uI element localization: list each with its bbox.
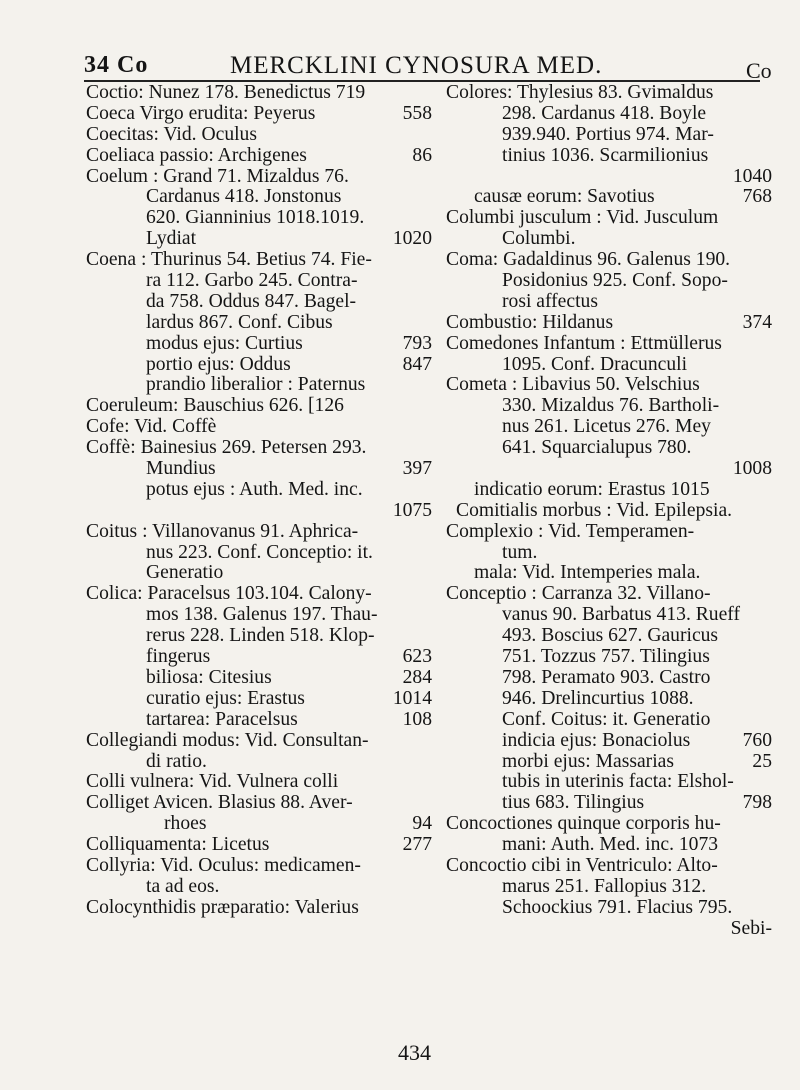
index-entry: [446, 167, 772, 188]
page-number-header: 34 Co: [84, 52, 149, 78]
entry-text: fingerus: [146, 646, 211, 668]
index-entry: [86, 146, 432, 167]
index-entry: [86, 417, 432, 438]
entry-text: Combustio: Hildanus: [446, 311, 614, 333]
index-entry: [446, 668, 772, 689]
index-entry: [86, 772, 432, 793]
entry-text: Colliget Avicen. Blasius 88. Aver-: [86, 792, 353, 814]
index-entry: [86, 459, 432, 480]
entry-text: Colocynthidis præparatio: Valerius: [86, 896, 359, 918]
entry-page-number: 1040: [732, 165, 772, 187]
entry-text: Collyria: Vid. Oculus: medicamen-: [86, 854, 361, 876]
entry-text: causæ eorum: Savotius: [474, 186, 655, 208]
entry-text: Cofe: Vid. Coffè: [86, 416, 217, 438]
entry-text: Collegiandi modus: Vid. Consultan-: [86, 729, 369, 751]
entry-text: ra 112. Garbo 245. Contra-: [146, 270, 358, 292]
index-entry: [86, 710, 432, 731]
entry-text: Conf. Coitus: it. Generatio: [502, 708, 711, 730]
entry-text: mala: Vid. Intemperies mala.: [474, 562, 701, 584]
index-entry: [446, 104, 772, 125]
index-entry: [86, 104, 432, 125]
entry-text: 641. Squarcialupus 780.: [502, 437, 692, 459]
index-entry: [446, 146, 772, 167]
right-index-column: [446, 83, 772, 940]
entry-text: prandio liberalior : Paternus: [146, 374, 366, 396]
entry-text: tum.: [502, 541, 538, 563]
index-entry: [446, 584, 772, 605]
entry-page-number: 798: [742, 792, 772, 814]
index-entry: [86, 835, 432, 856]
entry-text: Comedones Infantum : Ettmüllerus: [446, 332, 722, 354]
index-entry: [86, 355, 432, 376]
index-entry: [86, 396, 432, 417]
index-entry: [446, 522, 772, 543]
entry-text: potus ejus : Auth. Med. inc.: [146, 478, 363, 500]
index-entry: [446, 125, 772, 146]
entry-text: Colliquamenta: Licetus: [86, 834, 270, 856]
index-entry: [446, 793, 772, 814]
entry-text: Columbi.: [502, 228, 576, 250]
index-entry: [86, 647, 432, 668]
entry-text: Cardanus 418. Jonstonus: [146, 186, 342, 208]
index-entry: [446, 543, 772, 564]
index-entry: [446, 292, 772, 313]
index-entry: [446, 835, 772, 856]
entry-text: morbi ejus: Massarias: [502, 750, 674, 772]
entry-text: nus 223. Conf. Conceptio: it.: [146, 541, 373, 563]
entry-text: 298. Cardanus 418. Boyle: [502, 102, 707, 124]
index-entry: [86, 584, 432, 605]
entry-text: Coena : Thurinus 54. Betius 74. Fie-: [86, 249, 372, 271]
index-entry: [86, 313, 432, 334]
index-entry: [446, 396, 772, 417]
entry-page-number: 374: [742, 311, 772, 333]
index-entry: [86, 271, 432, 292]
index-entry: [86, 83, 432, 104]
index-entry: [86, 438, 432, 459]
entry-text: nus 261. Licetus 276. Mey: [502, 416, 711, 438]
index-entry: [86, 229, 432, 250]
entry-text: Comitialis morbus : Vid. Epilepsia.: [456, 499, 733, 521]
entry-page-number: 623: [402, 646, 432, 668]
entry-text: Columbi jusculum : Vid. Jusculum: [446, 207, 719, 229]
entry-page-number: 847: [402, 353, 432, 375]
catchword-header: Co: [746, 58, 772, 83]
entry-text: Conceptio : Carranza 32. Villano-: [446, 583, 711, 605]
index-entry: [446, 480, 772, 501]
index-entry: [86, 814, 432, 835]
entry-page-number: 1008: [732, 458, 772, 480]
entry-text: rhoes: [164, 813, 207, 835]
index-entry: [446, 814, 772, 835]
entry-text: biliosa: Citesius: [146, 666, 272, 688]
entry-text: Mundius: [146, 458, 216, 480]
entry-page-number: 277: [402, 834, 432, 856]
entry-text: curatio ejus: Erastus: [146, 687, 305, 709]
entry-text: Cometa : Libavius 50. Velschius: [446, 374, 700, 396]
index-entry: [86, 605, 432, 626]
index-entry: [446, 501, 772, 522]
index-entry: [86, 250, 432, 271]
index-entry: [446, 438, 772, 459]
entry-page-number: 768: [742, 186, 772, 208]
entry-text: modus ejus: Curtius: [146, 332, 303, 354]
entry-text: lardus 867. Conf. Cibus: [146, 311, 333, 333]
index-entry: [86, 543, 432, 564]
entry-text: Coma: Gadaldinus 96. Galenus 190.: [446, 249, 731, 271]
index-entry: [86, 793, 432, 814]
index-entry: [446, 563, 772, 584]
entry-text: 798. Peramato 903. Castro: [502, 666, 711, 688]
entry-text: Coelum : Grand 71. Mizaldus 76.: [86, 165, 349, 187]
entry-text: di ratio.: [146, 750, 207, 772]
left-index-column: [86, 83, 432, 919]
index-entry: [86, 689, 432, 710]
index-entry: [446, 772, 772, 793]
entry-text: Concoctiones quinque corporis hu-: [446, 813, 721, 835]
index-entry: [446, 83, 772, 104]
entry-text: Coeliaca passio: Archigenes: [86, 144, 307, 166]
entry-text: rosi affectus: [502, 290, 598, 312]
index-entry: [86, 877, 432, 898]
entry-text: 620. Gianninius 1018.1019.: [146, 207, 365, 229]
index-entry: [446, 334, 772, 355]
index-entry: [446, 417, 772, 438]
entry-page-number: 760: [742, 729, 772, 751]
entry-page-number: 793: [402, 332, 432, 354]
entry-text: 939.940. Portius 974. Mar-: [502, 123, 714, 145]
entry-text: indicatio eorum: Erastus 1015: [474, 478, 710, 500]
entry-page-number: 397: [402, 458, 432, 480]
entry-page-number: 25: [752, 750, 772, 772]
entry-page-number: 1075: [392, 499, 432, 521]
index-entry: [86, 856, 432, 877]
entry-page-number: 284: [402, 666, 432, 688]
index-entry: [86, 898, 432, 919]
index-entry: [446, 605, 772, 626]
entry-text: mos 138. Galenus 197. Thau-: [146, 604, 378, 626]
entry-text: 751. Tozzus 757. Tilingius: [502, 646, 710, 668]
entry-page-number: 94: [412, 813, 432, 835]
entry-text: portio ejus: Oddus: [146, 353, 291, 375]
entry-text: tinius 1036. Scarmilionius: [502, 144, 709, 166]
index-entry: [86, 375, 432, 396]
index-entry: [86, 125, 432, 146]
index-entry: [446, 271, 772, 292]
index-entry: [86, 187, 432, 208]
running-title: MERCKLINI CYNOSURA MED.: [230, 52, 603, 79]
entry-text: Coitus : Villanovanus 91. Aphrica-: [86, 520, 359, 542]
entry-page-number: 108: [402, 708, 432, 730]
entry-page-number: 558: [402, 102, 432, 124]
entry-text: ta ad eos.: [146, 875, 220, 897]
entry-page-number: 86: [412, 144, 432, 166]
entry-page-number: 1020: [392, 228, 432, 250]
entry-text: Coeca Virgo erudita: Peyerus: [86, 102, 316, 124]
index-entry: [86, 480, 432, 501]
signature-mark: 434: [398, 1040, 431, 1065]
entry-text: Coffè: Bainesius 269. Petersen 293.: [86, 437, 367, 459]
entry-text: tubis in uterinis facta: Elshol-: [502, 771, 734, 793]
index-entry: [86, 563, 432, 584]
index-entry: [446, 208, 772, 229]
entry-text: Concoctio cibi in Ventriculo: Alto-: [446, 854, 718, 876]
entry-text: Lydiat: [146, 228, 197, 250]
entry-text: da 758. Oddus 847. Bagel-: [146, 290, 357, 312]
entry-text: Colli vulnera: Vid. Vulnera colli: [86, 771, 339, 793]
index-entry: [86, 752, 432, 773]
entry-text: 1095. Conf. Dracunculi: [502, 353, 688, 375]
index-entry: [446, 375, 772, 396]
entry-text: Colica: Paracelsus 103.104. Calony-: [86, 583, 372, 605]
index-entry: [446, 626, 772, 647]
index-entry: [446, 689, 772, 710]
entry-text: 493. Boscius 627. Gauricus: [502, 625, 719, 647]
index-entry: [86, 731, 432, 752]
index-entry: [446, 731, 772, 752]
entry-page-number: 1014: [392, 687, 432, 709]
entry-text: Coeruleum: Bauschius 626. [126: [86, 395, 344, 417]
entry-text: 330. Mizaldus 76. Bartholi-: [502, 395, 720, 417]
index-entry: [446, 313, 772, 334]
index-entry: [446, 647, 772, 668]
index-entry: [446, 459, 772, 480]
entry-text: Coctio: Nunez 178. Benedictus 719: [86, 82, 366, 103]
entry-text: Complexio : Vid. Temperamen-: [446, 520, 695, 542]
index-entry: [86, 292, 432, 313]
index-entry: [446, 710, 772, 731]
index-entry: [446, 355, 772, 376]
index-entry: [446, 856, 772, 877]
entry-text: indicia ejus: Bonaciolus: [502, 729, 691, 751]
index-entry: [86, 208, 432, 229]
index-entry: [446, 250, 772, 271]
entry-text: Schoockius 791. Flacius 795.: [502, 896, 733, 918]
index-entry: [86, 668, 432, 689]
entry-text: tartarea: Paracelsus: [146, 708, 298, 730]
index-entry: [446, 752, 772, 773]
index-entry: [86, 626, 432, 647]
index-entry: [446, 229, 772, 250]
index-entry: [446, 919, 772, 940]
index-entry: [446, 877, 772, 898]
entry-text: marus 251. Fallopius 312.: [502, 875, 707, 897]
entry-page-number: Sebi-: [730, 917, 772, 939]
index-entry: [446, 187, 772, 208]
entry-text: 946. Drelincurtius 1088.: [502, 687, 694, 709]
entry-text: vanus 90. Barbatus 413. Rueff: [502, 604, 740, 626]
entry-text: Posidonius 925. Conf. Sopo-: [502, 270, 728, 292]
index-entry: [86, 334, 432, 355]
entry-text: rerus 228. Linden 518. Klop-: [146, 625, 375, 647]
index-entry: [86, 167, 432, 188]
entry-text: mani: Auth. Med. inc. 1073: [502, 834, 719, 856]
index-entry: [86, 522, 432, 543]
entry-text: tius 683. Tilingius: [502, 792, 645, 814]
entry-text: Colores: Thylesius 83. Gvimaldus: [446, 82, 714, 103]
entry-text: Coecitas: Vid. Oculus: [86, 123, 257, 145]
index-entry: [446, 898, 772, 919]
entry-text: Generatio: [146, 562, 224, 584]
index-entry: [86, 501, 432, 522]
